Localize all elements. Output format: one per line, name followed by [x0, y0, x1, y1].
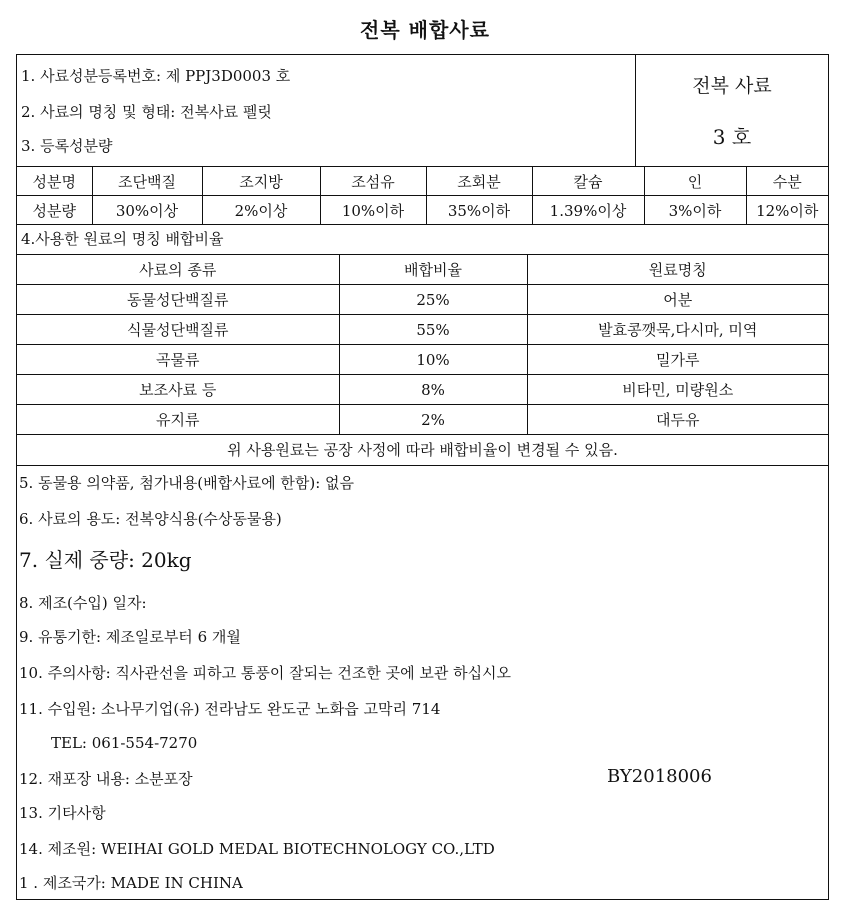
item-12-repackaging: 12. 재포장 내용: 소분포장: [19, 770, 193, 788]
registration-number: 1. 사료성분등록번호: 제 PPJ3D0003 호: [21, 67, 291, 85]
ingredient-name: 어분: [527, 285, 828, 315]
ingredient-name: 발효콩깻묵,다시마, 미역: [527, 315, 828, 345]
registered-components-label: 3. 등록성분량: [21, 137, 113, 155]
component-header: 조지방: [202, 167, 320, 196]
component-value: 12%이하: [746, 196, 828, 225]
feed-type: 동물성단백질류: [17, 285, 339, 315]
ingredient-name: 밀가루: [527, 345, 828, 375]
component-value: 30%이상: [92, 196, 202, 225]
component-value: 3%이하: [644, 196, 746, 225]
table-row: [17, 285, 828, 315]
ratio-change-note: 위 사용원료는 공장 사정에 따라 배합비율이 변경될 수 있음.: [17, 435, 828, 466]
product-number: 3 호: [712, 125, 752, 149]
component-header: 인: [644, 167, 746, 196]
component-header: 조단백질: [92, 167, 202, 196]
component-header: 조섬유: [320, 167, 426, 196]
mix-ratio: 10%: [339, 345, 527, 375]
header-info: [17, 55, 635, 166]
ingredients-table: [17, 255, 828, 435]
item-14-manufacturer: 14. 제조원: WEIHAI GOLD MEDAL BIOTECHNOLOGY CO.,LTD: [19, 840, 495, 858]
item-5-additives: 5. 동물용 의약품, 첨가내용(배합사료에 한함): 없음: [19, 474, 354, 492]
column-header: 원료명칭: [527, 255, 828, 285]
section-4-title: 4.사용한 원료의 명칭 배합비율: [17, 225, 828, 255]
item-11-importer: 11. 수입원: 소나무기업(유) 전라남도 완도군 노화읍 고막리 714: [19, 700, 441, 718]
header-block: [17, 55, 828, 167]
components-table: [17, 167, 828, 225]
document-title: 전복 배합사료: [360, 18, 490, 42]
component-value: 성분량: [17, 196, 92, 225]
component-value: 35%이하: [426, 196, 532, 225]
column-header: 배합비율: [339, 255, 527, 285]
feed-type: 식물성단백질류: [17, 315, 339, 345]
item-8-manufacture-date: 8. 제조(수입) 일자:: [19, 594, 147, 612]
mix-ratio: 25%: [339, 285, 527, 315]
item-9-shelf-life: 9. 유통기한: 제조일로부터 6 개월: [19, 628, 241, 646]
item-7-net-weight: 7. 실제 중량: 20kg: [19, 548, 192, 572]
lot-code: BY2018006: [607, 766, 712, 787]
table-row: [17, 405, 828, 435]
item-6-usage: 6. 사료의 용도: 전복양식용(수상동물용): [19, 510, 282, 528]
table-row: [17, 315, 828, 345]
component-value: 1.39%이상: [532, 196, 644, 225]
component-header: 칼슘: [532, 167, 644, 196]
mix-ratio: 55%: [339, 315, 527, 345]
mix-ratio: 2%: [339, 405, 527, 435]
item-15-country: 1 . 제조국가: MADE IN CHINA: [19, 874, 243, 892]
feed-type: 유지류: [17, 405, 339, 435]
component-value: 10%이하: [320, 196, 426, 225]
components-header-row: [17, 167, 828, 196]
ingredient-name: 대두유: [527, 405, 828, 435]
ingredient-name: 비타민, 미량원소: [527, 375, 828, 405]
component-header: 조회분: [426, 167, 532, 196]
item-10-caution: 10. 주의사항: 직사관선을 피하고 통풍이 잘되는 건조한 곳에 보관 하십시오: [19, 664, 512, 682]
component-header: 성분명: [17, 167, 92, 196]
components-value-row: [17, 196, 828, 225]
component-value: 2%이상: [202, 196, 320, 225]
label-frame: [16, 54, 829, 900]
table-row: [17, 375, 828, 405]
label-items: [17, 466, 828, 906]
mix-ratio: 8%: [339, 375, 527, 405]
column-header: 사료의 종류: [17, 255, 339, 285]
product-name: 전복 사료: [692, 75, 772, 97]
product-box: [635, 55, 828, 166]
feed-type: 보조사료 등: [17, 375, 339, 405]
importer-telephone: TEL: 061-554-7270: [51, 734, 198, 752]
ingredients-header-row: [17, 255, 828, 285]
table-row: [17, 345, 828, 375]
feed-type: 곡물류: [17, 345, 339, 375]
component-header: 수분: [746, 167, 828, 196]
item-13-other: 13. 기타사항: [19, 804, 106, 822]
feed-name-form: 2. 사료의 명칭 및 형태: 전복사료 펠릿: [21, 103, 272, 121]
